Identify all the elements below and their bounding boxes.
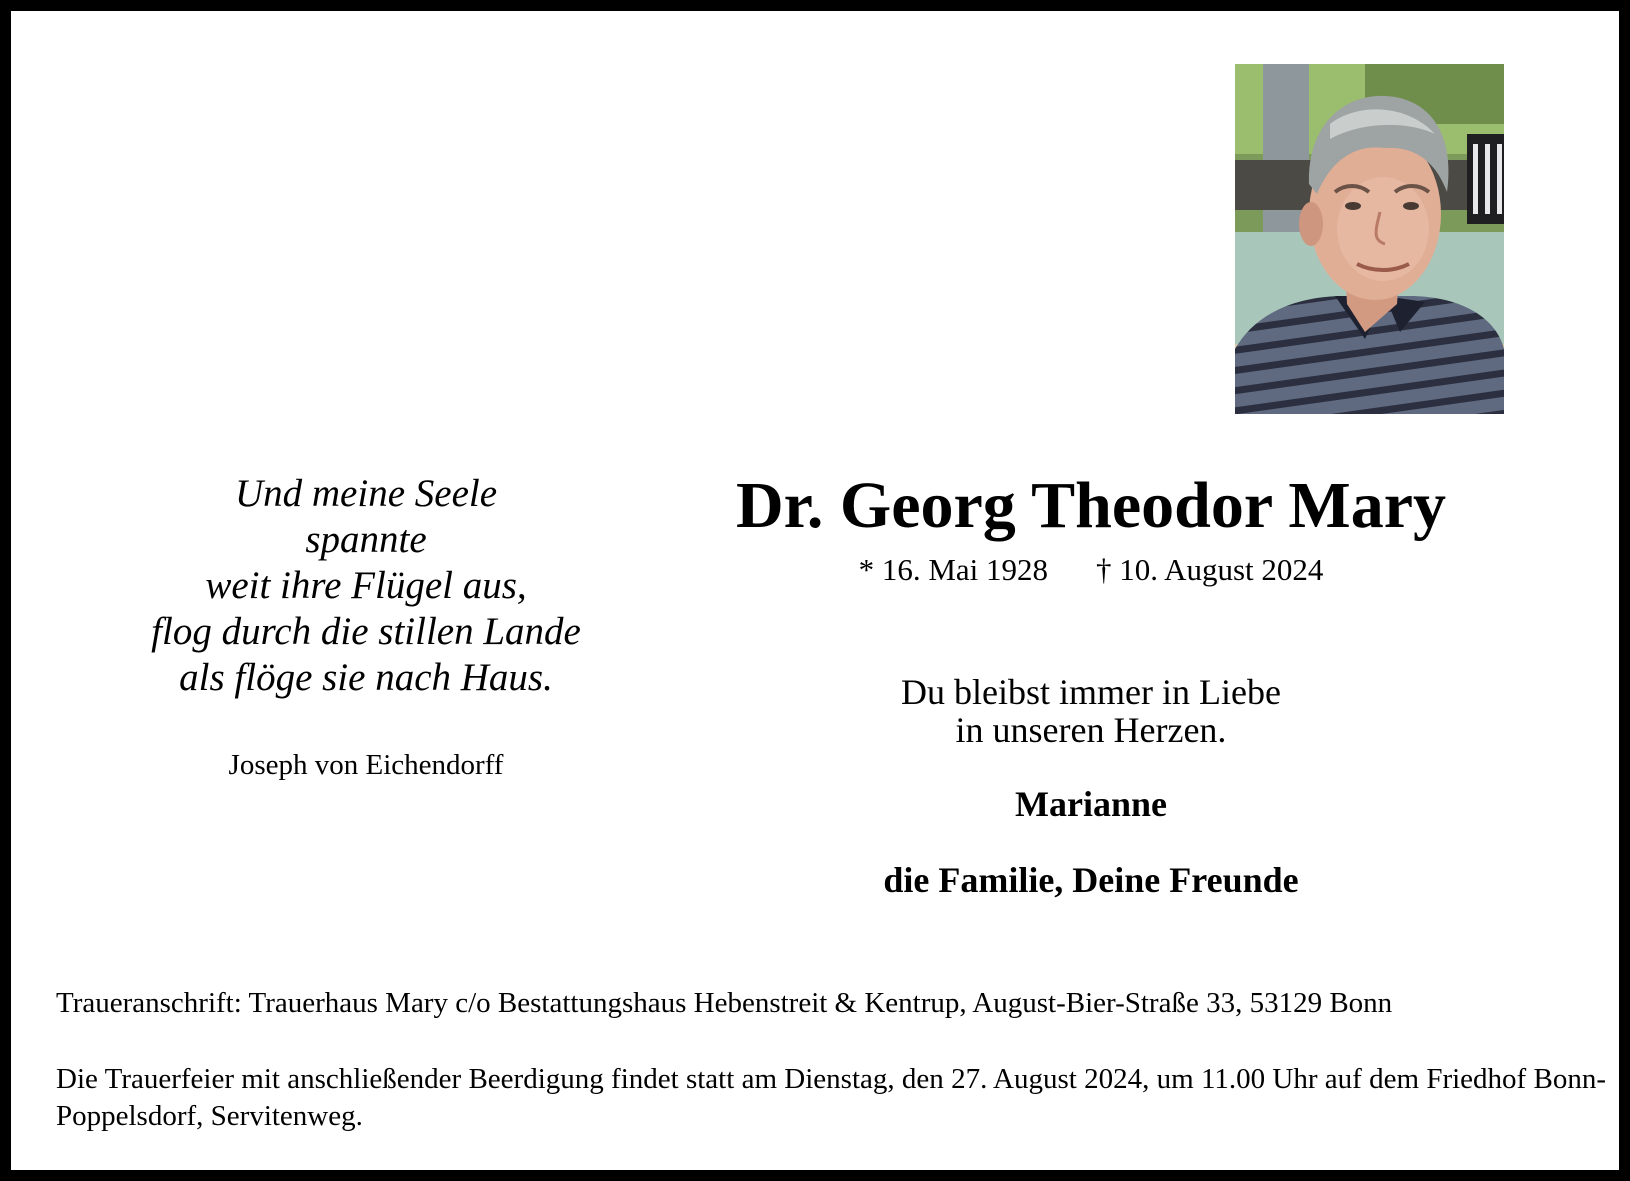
mourning-address: Traueranschrift: Trauerhaus Mary c/o Bestattungshaus Hebenstreit & Kentrup, August-Bier-Straße 33, 53129 Bonn [56,987,1393,1019]
signer-name: Marianne [1015,784,1167,824]
message-line: Du bleibst immer in Liebe [901,672,1281,712]
poem-line: Und meine Seele [234,472,498,515]
message-line: in unseren Herzen. [955,710,1227,750]
life-dates [671,551,1511,589]
poem-line: spannte [305,518,427,561]
poem-author: Joseph von Eichendorff [228,749,504,781]
farewell-message [671,673,1511,749]
portrait-photo [1235,64,1504,414]
poem-line: weit ihre Flügel aus, [205,564,527,607]
poem-line: flog durch die stillen Lande [151,610,581,653]
deceased-name: Dr. Georg Theodor Mary [735,469,1447,542]
poem-line: als flöge sie nach Haus. [179,656,553,699]
funeral-details: Die Trauerfeier mit anschließender Beerdigung findet statt am Dienstag, den 27. August 2024, um 11.00 Uhr auf dem Friedhof Bonn-Poppelsdorf, Servitenweg. [56,1063,1606,1132]
poem [101,471,631,701]
mourners-line: die Familie, Deine Freunde [883,860,1299,900]
death-date: † 10. August 2024 [1096,552,1324,587]
birth-date: * 16. Mai 1928 [858,552,1049,587]
